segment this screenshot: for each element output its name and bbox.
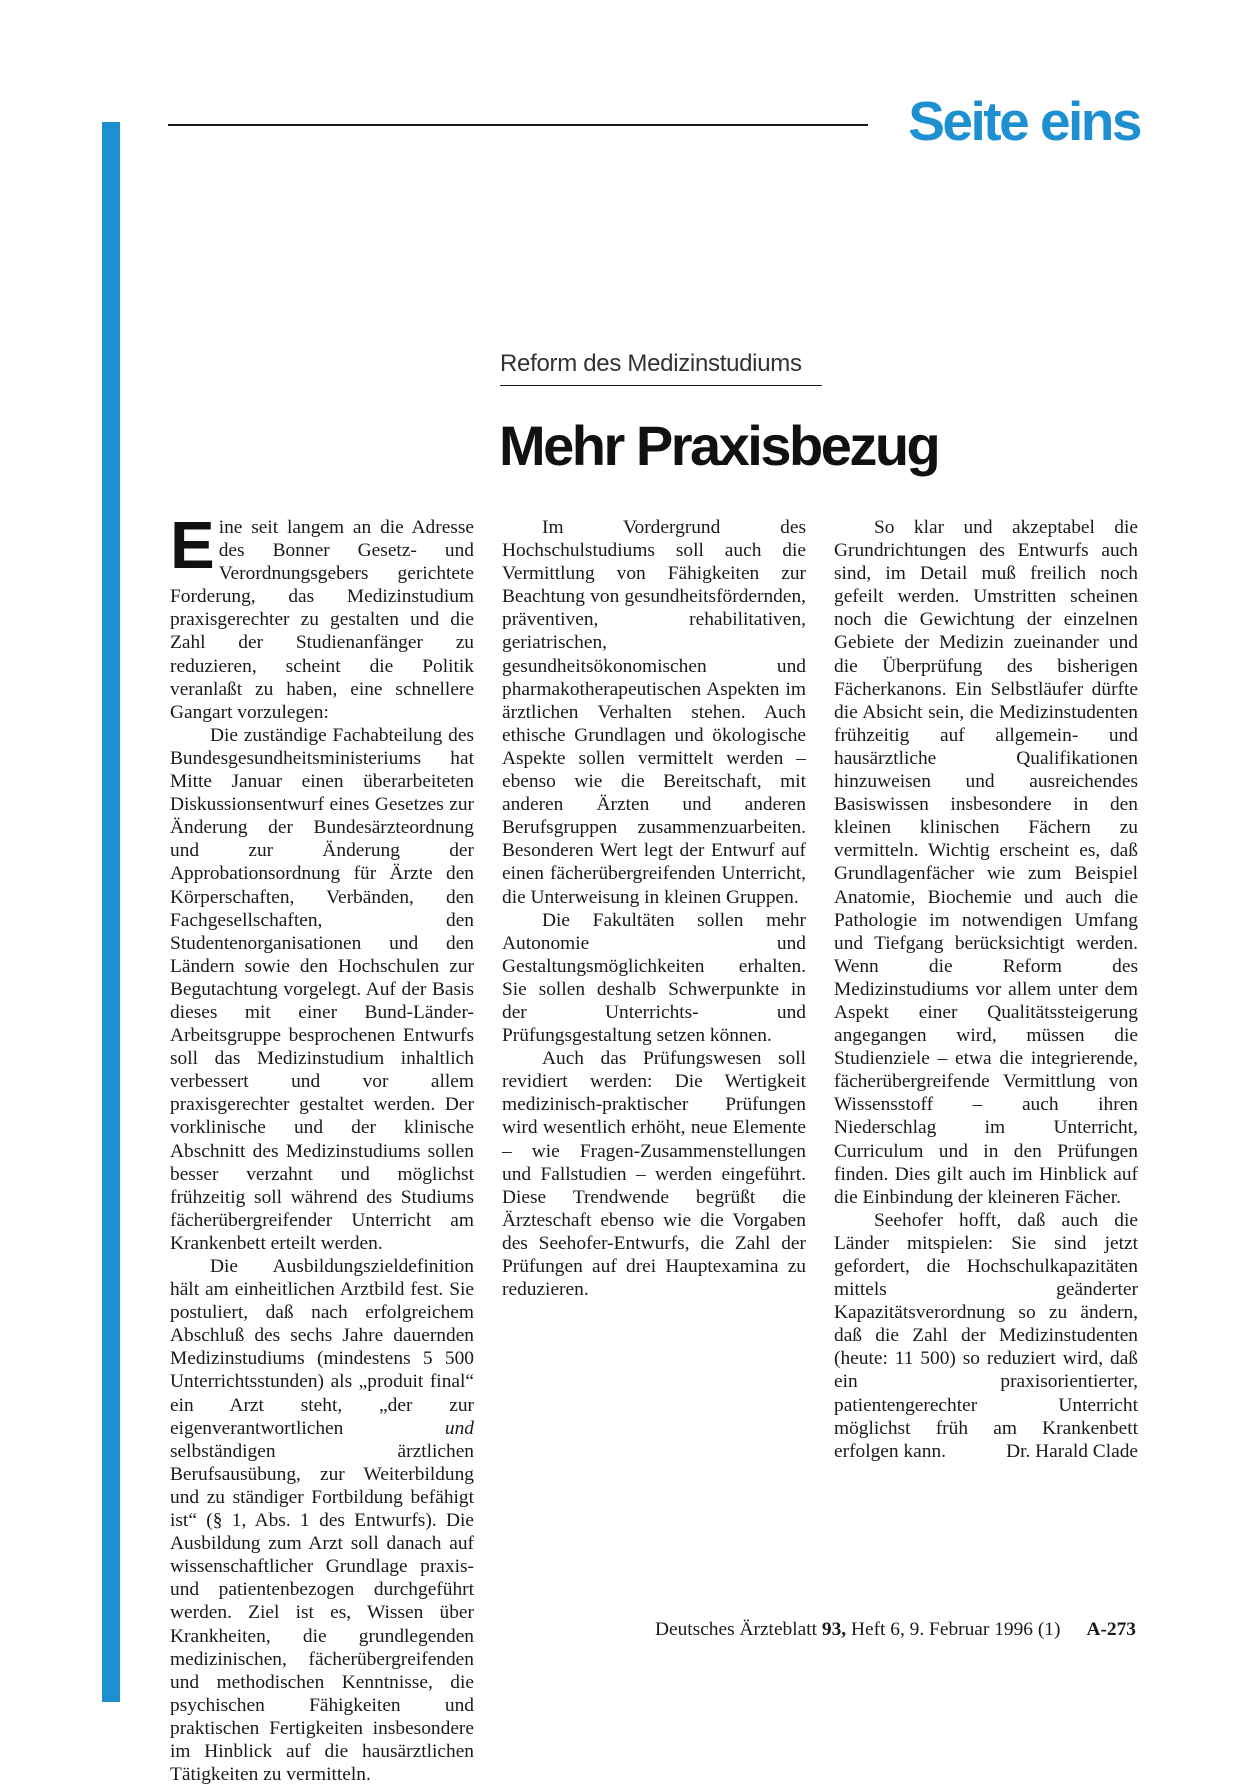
paragraph-laender [834,1209,1138,1463]
paragraph-training-goal-text-a: Die Ausbildungszieldefinition hält am einheitlichen Arztbild fest. Sie postuliert, daß nach erfolgreichem Abschluß des sechs Jahre dauernden Medizinstudiums (mindestens 5 500 Unterrichtsstunden) als „produit final“ ein Arzt steht, „der zur eigenverantwortlichen [170,1256,474,1439]
paragraph-intro-text: ine seit langem an die Adresse des Bonner Gesetz- und Verordnungsgebers gerichtete Forderung, das Medizinstudium praxisgerechter zu gestalten und die Zahl der Studienanfänger zu reduzieren, scheint die Politik veranlaßt zu haben, eine schnellere Gangart vorzulegen: [170,517,474,723]
paragraph-training-goal-text-b: selbständigen ärztlichen Berufsausübung, zur Weiterbildung und zu ständiger Fortbildung befähigt ist“ (§ 1, Abs. 1 des Entwurfs). Die Ausbildung zum Arzt soll danach auf wissenschaftlicher Grundlage praxis- und patientenbezogen durchgeführt werden. Ziel ist es, Wissen über Krankheiten, die grundlegenden medizinischen, fächerübergreifenden und methodischen Kenntnisse, die psychischen Fähigkeiten und praktischen Fertigkeiten insbesondere im Hinblick auf die hausärztlichen Tätigkeiten zu vermitteln. [170,1440,474,1786]
paragraph-draft: Die zuständige Fachabteilung des Bundesgesundheitsministeriums hat Mitte Januar einen überarbeiteten Diskussionsentwurf eines Gesetzes zur Änderung der Bundesärzteordnung und zur Änderung der Approbationsordnung für Ärzte den Körperschaften, Verbänden, den Fachgesellschaften, den Studentenorganisationen und den Ländern sowie den Hochschulen zur Begutachtung vorgelegt. Auf der Basis dieses mit einer Bund-Länder-Arbeitsgruppe besprochenen Entwurfs soll das Medizinstudium inhaltlich verbessert und vor allem praxisgerechter gestaltet werden. Der vorklinische und der klinische Abschnitt des Medizinstudiums sollen besser verzahnt und möglichst frühzeitig soll während des Studiums fächerübergreifender Unterricht am Krankenbett erteilt werden. [170,724,474,1254]
article-headline: Mehr Praxisbezug [499,414,939,477]
footer-volume: 93, [821,1619,847,1640]
article-column-2 [502,516,806,1596]
footer-issue: Heft 6, 9. Februar 1996 (1) [846,1619,1061,1640]
drop-cap: E [170,508,215,583]
paragraph-details: So klar und akzeptabel die Grundrichtungen des Entwurfs auch sind, im Detail muß freilich noch gefeilt werden. Umstritten scheinen noch die Gewichtung der einzelnen Gebiete der Medizin zueinander und die Überprüfung des bisherigen Fächerkanons. Ein Selbstläufer dürfte die Absicht sein, die Medizinstudenten frühzeitig auf allgemein- und hausärztliche Qualifikationen hinzuweisen und ausreichendes Basiswissen insbesondere in den kleinen klinischen Fächern zu vermitteln. Wichtig erscheint es, daß Grundlagenfächer wie zum Beispiel Anatomie, Biochemie und auch die Pathologie im notwendigen Umfang und Tiefgang berücksichtigt werden. Wenn die Reform des Medizinstudiums vor allem unter dem Aspekt einer Qualitätssteigerung angegangen wird, müssen die Studienziele – etwa die integrierende, fächerübergreifende Vermittlung von Wissensstoff – auch ihren Niederschlag im Unterricht, Curriculum und in den Prüfungen finden. Dies gilt auch im Hinblick auf die Einbindung der kleineren Fächer. [834,517,1138,1208]
paragraph-training-goal [170,1255,474,1786]
article-column-1 [170,508,474,1786]
footer-page-number: A-273 [1086,1619,1136,1640]
paragraph-laender-text: Seehofer hofft, daß auch die Länder mitspielen: Sie sind jetzt gefordert, die Hochschulkapazitäten mittels geänderter Kapazitätsverordnung so zu ändern, daß die Zahl der Medizinstudenten (heute: 11 500) so reduziert wird, daß ein praxisorientierter, patientengerechter Unterricht möglichst früh am Krankenbett erfolgen kann. [834,1209,1138,1462]
kicker-underline [500,385,822,386]
paragraph-exams: Auch das Prüfungswesen soll revidiert werden: Die Wertigkeit medizinisch-praktischer Prüfungen wird wesentlich erhöht, neue Elemente – wie Fragen-Zusammenstellungen und Fallstudien – werden eingeführt. Diese Trendwende begrüßt die Ärzteschaft ebenso wie die Vorgaben des Seehofer-Entwurfs, die Zahl der Prüfungen auf drei Hauptexamina zu reduzieren. [502,1048,806,1301]
footer-journal: Deutsches Ärzteblatt [654,1619,822,1640]
page-footer [0,1618,1136,1642]
section-title: Seite eins [908,90,1140,152]
paragraph-focus: Im Vordergrund des Hochschulstudiums soll auch die Vermittlung von Fähigkeiten zur Beachtung von gesundheitsfördernden, präventiven, rehabilitativen, geriatrischen, gesundheitsökonomischen und pharmakotherapeutischen Aspekten im ärztlichen Verhalten stehen. Auch ethische Grundlagen und ökologische Aspekte sollen vermittelt werden – ebenso wie die Bereitschaft, mit anderen Ärzten und anderen Berufsgruppen zusammenzuarbeiten. Besonderen Wert legt der Entwurf auf einen fächerübergreifenden Unterricht, die Unterweisung in kleinen Gruppen. [502,517,806,908]
article-column-3 [834,516,1138,1596]
emphasis-und: und [444,1417,474,1439]
article-kicker: Reform des Medizinstudiums [500,350,802,377]
header-rule [168,124,868,126]
accent-sidebar-bar [102,122,120,1702]
paragraph-faculties: Die Fakultäten sollen mehr Autonomie und Gestaltungsmöglichkeiten erhalten. Sie sollen deshalb Schwerpunkte in der Unterrichts- und Prüfungsgestaltung setzen können. [502,909,806,1047]
paragraph-intro [170,508,474,724]
author-signature: Dr. Harald Clade [1006,1440,1138,1462]
